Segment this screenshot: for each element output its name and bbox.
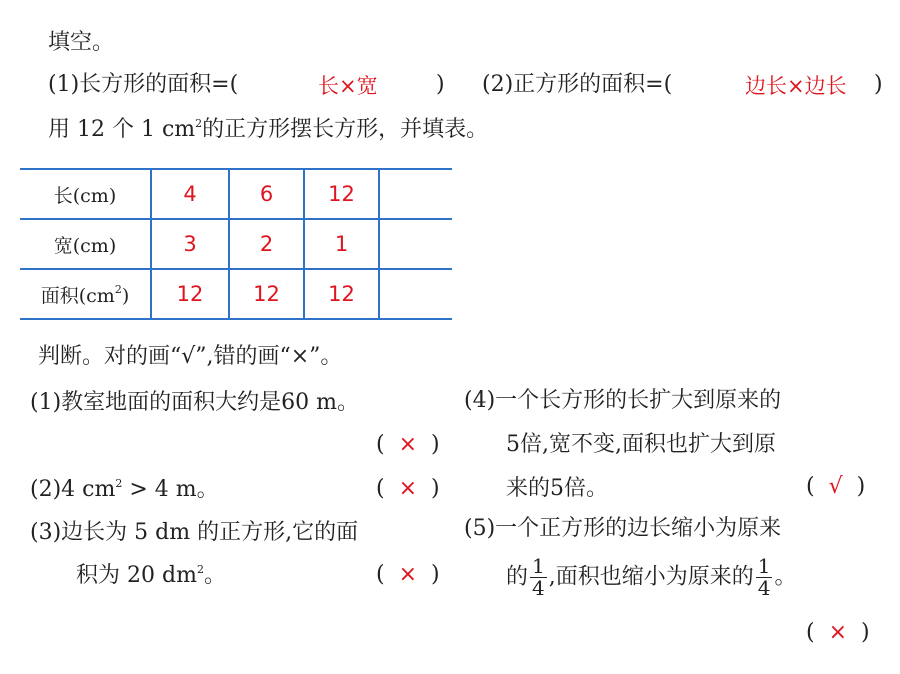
q2-answer: 边长×边长 [745, 74, 847, 98]
table-cell: 12 [304, 269, 379, 319]
judge-item-1-answer: ( × ) [376, 432, 440, 457]
judge-item-5-answer: ( × ) [806, 620, 870, 645]
table-cell: 12 [229, 269, 304, 319]
judge-item-3-answer: ( × ) [376, 562, 440, 587]
table-cell-empty [379, 219, 452, 269]
judge-mark: × [398, 562, 418, 587]
judge-item-4-line3: 来的5倍。 [506, 476, 608, 501]
judge-item-5-line2: 的 $\frac{1}{4}$ ,面积也缩小为原来的 $\frac{1}{4}$ 。 [506, 554, 797, 600]
fraction-one-quarter: $\frac{1}{4}$ [757, 554, 771, 600]
table-instruction: 用 12 个 1 $cm^2$的正方形摆长方形，并填表。 [48, 117, 489, 142]
q2-label: (2)正方形的面积=( [482, 72, 673, 97]
judge-item-4-line2: 5倍,宽不变,面积也扩大到原 [506, 432, 776, 457]
judge-item-2-answer: ( × ) [376, 476, 440, 501]
q1-answer: 长×宽 [318, 74, 378, 98]
table-cell-empty [379, 169, 452, 219]
area-table [20, 168, 452, 320]
judge-item-3-line2: 积为 20 $dm^2$。 [76, 563, 226, 588]
fraction-one-quarter: $\frac{1}{4}$ [532, 554, 545, 600]
table-row-area [20, 269, 452, 319]
table-cell: 6 [229, 169, 304, 219]
row-label-area: 面积$(cm^2)$ [20, 269, 151, 319]
table-cell: 12 [304, 169, 379, 219]
row-label-width: 宽(cm) [20, 219, 151, 269]
judge-item-5-line1: (5)一个正方形的边长缩小为原来 [464, 516, 782, 541]
table-cell: 12 [151, 269, 229, 319]
table-cell: 2 [229, 219, 304, 269]
row-label-length: 长(cm) [20, 169, 151, 219]
q2-close-paren: ) [874, 72, 883, 97]
judge-item-4-line1: (4)一个长方形的长扩大到原来的 [464, 388, 782, 413]
judge-heading: 判断。对的画“√”,错的画“×”。 [38, 344, 343, 369]
judge-item-4-answer: ( √ ) [806, 474, 866, 499]
table-row-width [20, 219, 452, 269]
judge-mark: × [398, 432, 418, 457]
q1-label: (1)长方形的面积=( [48, 72, 239, 97]
judge-item-2-text: (2)4 $cm^2 > 4$ m。 [30, 477, 219, 502]
table-cell: 1 [304, 219, 379, 269]
table-cell: 4 [151, 169, 229, 219]
fill-blank-heading: 填空。 [48, 30, 115, 55]
table-cell: 3 [151, 219, 229, 269]
judge-item-1-text: (1)教室地面的面积大约是60 m。 [30, 390, 360, 415]
judge-item-3-line1: (3)边长为 5 dm 的正方形,它的面 [30, 520, 359, 545]
q1-close-paren: ) [436, 72, 445, 97]
judge-mark: × [828, 620, 848, 645]
table-cell-empty [379, 269, 452, 319]
judge-mark: √ [828, 474, 843, 499]
judge-mark: × [398, 476, 418, 501]
table-row-length [20, 169, 452, 219]
